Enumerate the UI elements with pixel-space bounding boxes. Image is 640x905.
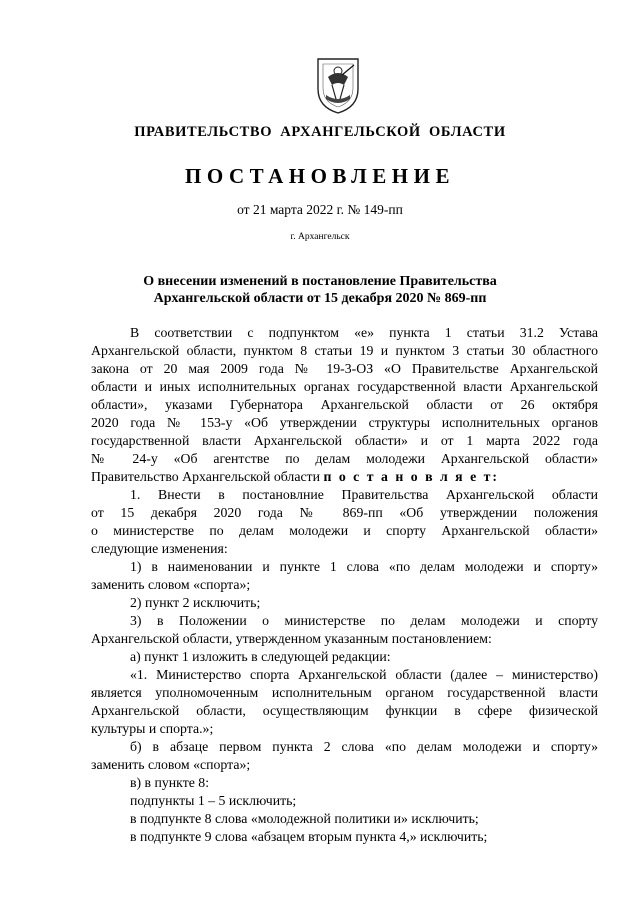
body-line: 1) в наименовании и пункте 1 слова «по делам молодежи и спорту» — [130, 559, 598, 574]
resolves-word: п о с т а н о в л я е т: — [323, 469, 500, 484]
body-line: закона от 20 мая 2009 года № 19-3-ОЗ «О Правительстве Архангельской — [91, 361, 598, 376]
body-line: культуры и спорта.»; — [91, 721, 214, 736]
organization-name: ПРАВИТЕЛЬСТВО АРХАНГЕЛЬСКОЙ ОБЛАСТИ — [134, 124, 506, 140]
body-line: заменить словом «спорта»; — [91, 577, 251, 592]
body-line: Архангельской области, утвержденном указанным постановлением: — [91, 631, 492, 646]
title-line: Архангельской области от 15 декабря 2020 № 869-пп — [153, 291, 487, 306]
body-line: 1. Внести в постановлние Правительства Архангельской области — [130, 487, 598, 502]
body-line: государственной власти Архангельской области» и от 1 марта 2022 года — [91, 433, 598, 448]
body-line: является уполномоченным исполнительным органом государственной власти — [91, 685, 598, 700]
document-title — [0, 273, 640, 307]
body-line: в) в пункте 8: — [130, 775, 210, 790]
body-line: области», указами Губернатора Архангельской области от 26 октября — [91, 397, 598, 412]
body-line: от 15 декабря 2020 года № 869-пп «Об утверждении положения — [91, 505, 598, 520]
coat-of-arms-icon — [314, 55, 362, 115]
body-line: б) в абзаце первом пункта 2 слова «по делам молодежи и спорту» — [130, 739, 598, 754]
document-type: ПОСТАНОВЛЕНИЕ — [185, 164, 455, 188]
body-line: Архангельской области, пунктом 8 статьи 19 и пунктом 3 статьи 30 областного — [91, 343, 598, 358]
body-line: «1. Министерство спорта Архангельской области (далее – министерство) — [130, 667, 598, 682]
body-line: № 24-у «Об агентстве по делам молодежи Архангельской области» — [91, 451, 598, 466]
body-line: подпункты 1 – 5 исключить; — [130, 793, 297, 808]
body-text: Правительство Архангельской области — [91, 469, 320, 484]
document-city: г. Архангельск — [290, 232, 350, 242]
document-date-number: от 21 марта 2022 г. № 149-пп — [237, 202, 403, 217]
body-line — [91, 468, 598, 486]
body-line: 2020 года № 153-у «Об утверждении структуры исполнительных органов — [91, 415, 598, 430]
body-line: области и иных исполнительных органах государственной власти Архангельской — [91, 379, 598, 394]
body-line: в подпункте 8 слова «молодежной политики и» исключить; — [130, 811, 479, 826]
body-line: о министерстве по делам молодежи и спорту Архангельской области» — [91, 523, 598, 538]
body-line: Архангельской области, осуществляющим функции в сфере физической — [91, 703, 598, 718]
body-line: 2) пункт 2 исключить; — [130, 595, 261, 610]
body-line: 3) в Положении о министерстве по делам молодежи и спорту — [130, 613, 598, 628]
body-line: в подпункте 9 слова «абзацем вторым пункта 4,» исключить; — [130, 829, 488, 844]
body-line: а) пункт 1 изложить в следующей редакции: — [130, 649, 391, 664]
body-line: следующие изменения: — [91, 541, 228, 556]
title-line: О внесении изменений в постановление Правительства — [143, 274, 497, 289]
body-line: заменить словом «спорта»; — [91, 757, 251, 772]
body-line: В соответствии с подпунктом «е» пункта 1 статьи 31.2 Устава — [130, 325, 598, 340]
document-body — [91, 324, 598, 846]
